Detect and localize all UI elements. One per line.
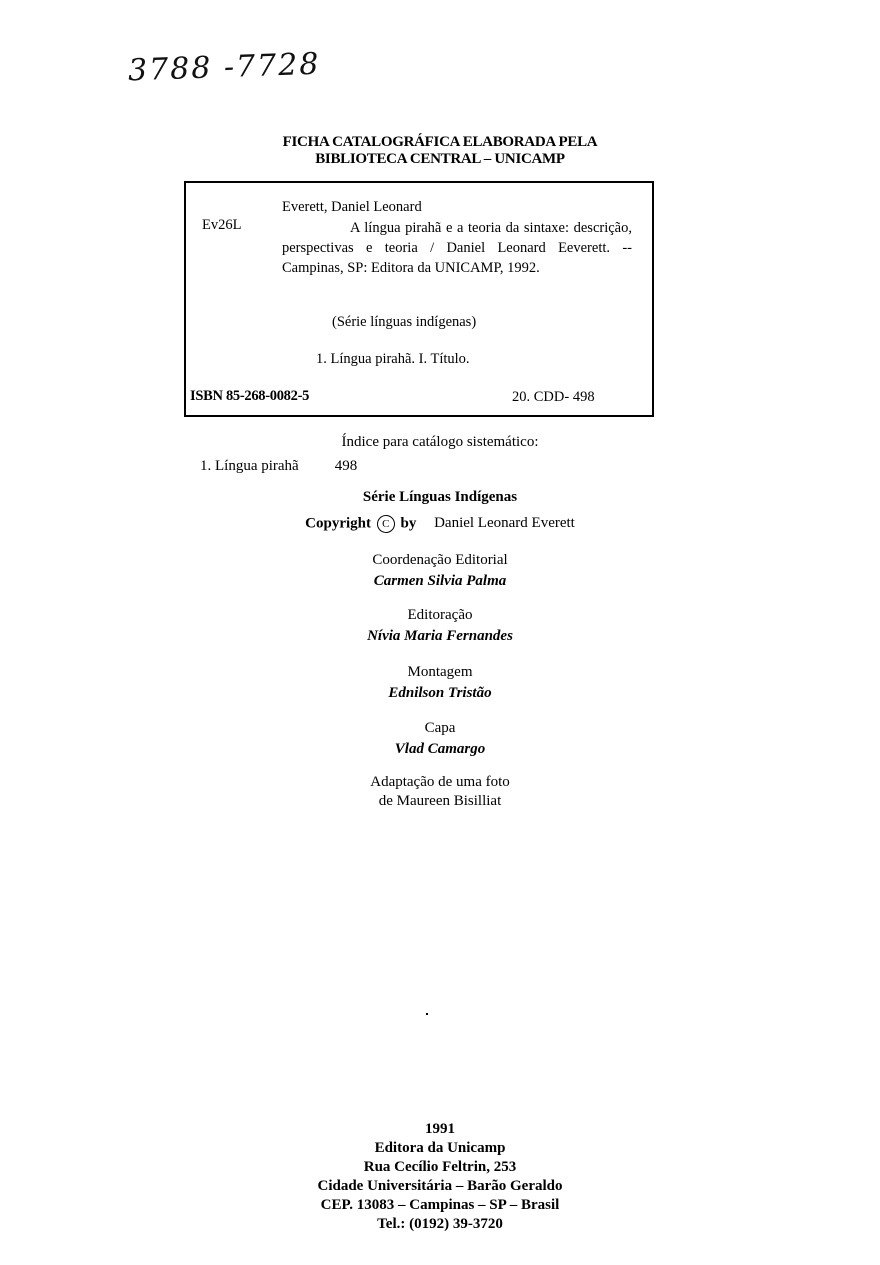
index-entry [200, 458, 357, 475]
isbn: ISBN 85-268-0082-5 [190, 388, 310, 404]
footer-district: Cidade Universitária – Barão Geraldo [317, 1178, 563, 1194]
photo-credit-line-1: Adaptação de uma foto [370, 774, 510, 790]
catalog-header-line-2: BIBLIOTECA CENTRAL – UNICAMP [315, 151, 565, 167]
footer-publisher: Editora da Unicamp [374, 1140, 506, 1156]
footer-cep: CEP. 13083 – Campinas – SP – Brasil [320, 1197, 560, 1213]
credit-name-editing: Nívia Maria Fernandes [367, 628, 513, 644]
footer-street: Rua Cecílio Feltrin, 253 [363, 1159, 517, 1175]
copyright-symbol: C [377, 515, 395, 533]
index-entry-number: 498 [334, 458, 358, 474]
card-series: (Série línguas indígenas) [332, 314, 477, 330]
index-entry-label: 1. Língua pirahã [200, 458, 299, 474]
copyright-by: by [400, 515, 417, 532]
catalog-card [184, 181, 654, 417]
credit-name-assembly: Ednilson Tristão [388, 685, 492, 701]
photo-credit-line-2: de Maureen Bisilliat [378, 793, 502, 809]
credit-role-assembly: Montagem [407, 664, 473, 680]
catalog-header-line-1: FICHA CATALOGRÁFICA ELABORADA PELA [282, 134, 598, 150]
stray-mark [426, 1013, 428, 1015]
index-heading: Índice para catálogo sistemático: [341, 434, 539, 450]
credit-name-cover: Vlad Camargo [394, 741, 486, 757]
credit-role-coordination: Coordenação Editorial [372, 552, 508, 568]
card-author: Everett, Daniel Leonard [282, 199, 422, 215]
footer-year: 1991 [425, 1121, 455, 1137]
footer-phone: Tel.: (0192) 39-3720 [377, 1216, 503, 1232]
copyright-line [0, 515, 880, 533]
handwritten-note: 3788 -7728 [127, 46, 321, 89]
credit-name-coordination: Carmen Silvia Palma [373, 573, 507, 589]
credit-role-cover: Capa [424, 720, 456, 736]
copyright-prefix: Copyright [305, 515, 371, 532]
call-number: Ev26L [202, 217, 242, 233]
series-title: Série Línguas Indígenas [362, 489, 518, 505]
credit-role-editing: Editoração [407, 607, 473, 623]
card-bibliographic-text: A língua pirahã e a teoria da sintaxe: descrição, perspectivas e teoria / Daniel Leonard Eeverett. -- Campinas, SP: Editora da UNICAMP, 1992. [282, 220, 632, 276]
cdd-classification: 20. CDD- 498 [512, 389, 595, 405]
card-subjects: 1. Língua pirahã. I. Título. [316, 351, 470, 367]
copyright-holder: Daniel Leonard Everett [434, 515, 575, 532]
publisher-footer [0, 1120, 880, 1234]
